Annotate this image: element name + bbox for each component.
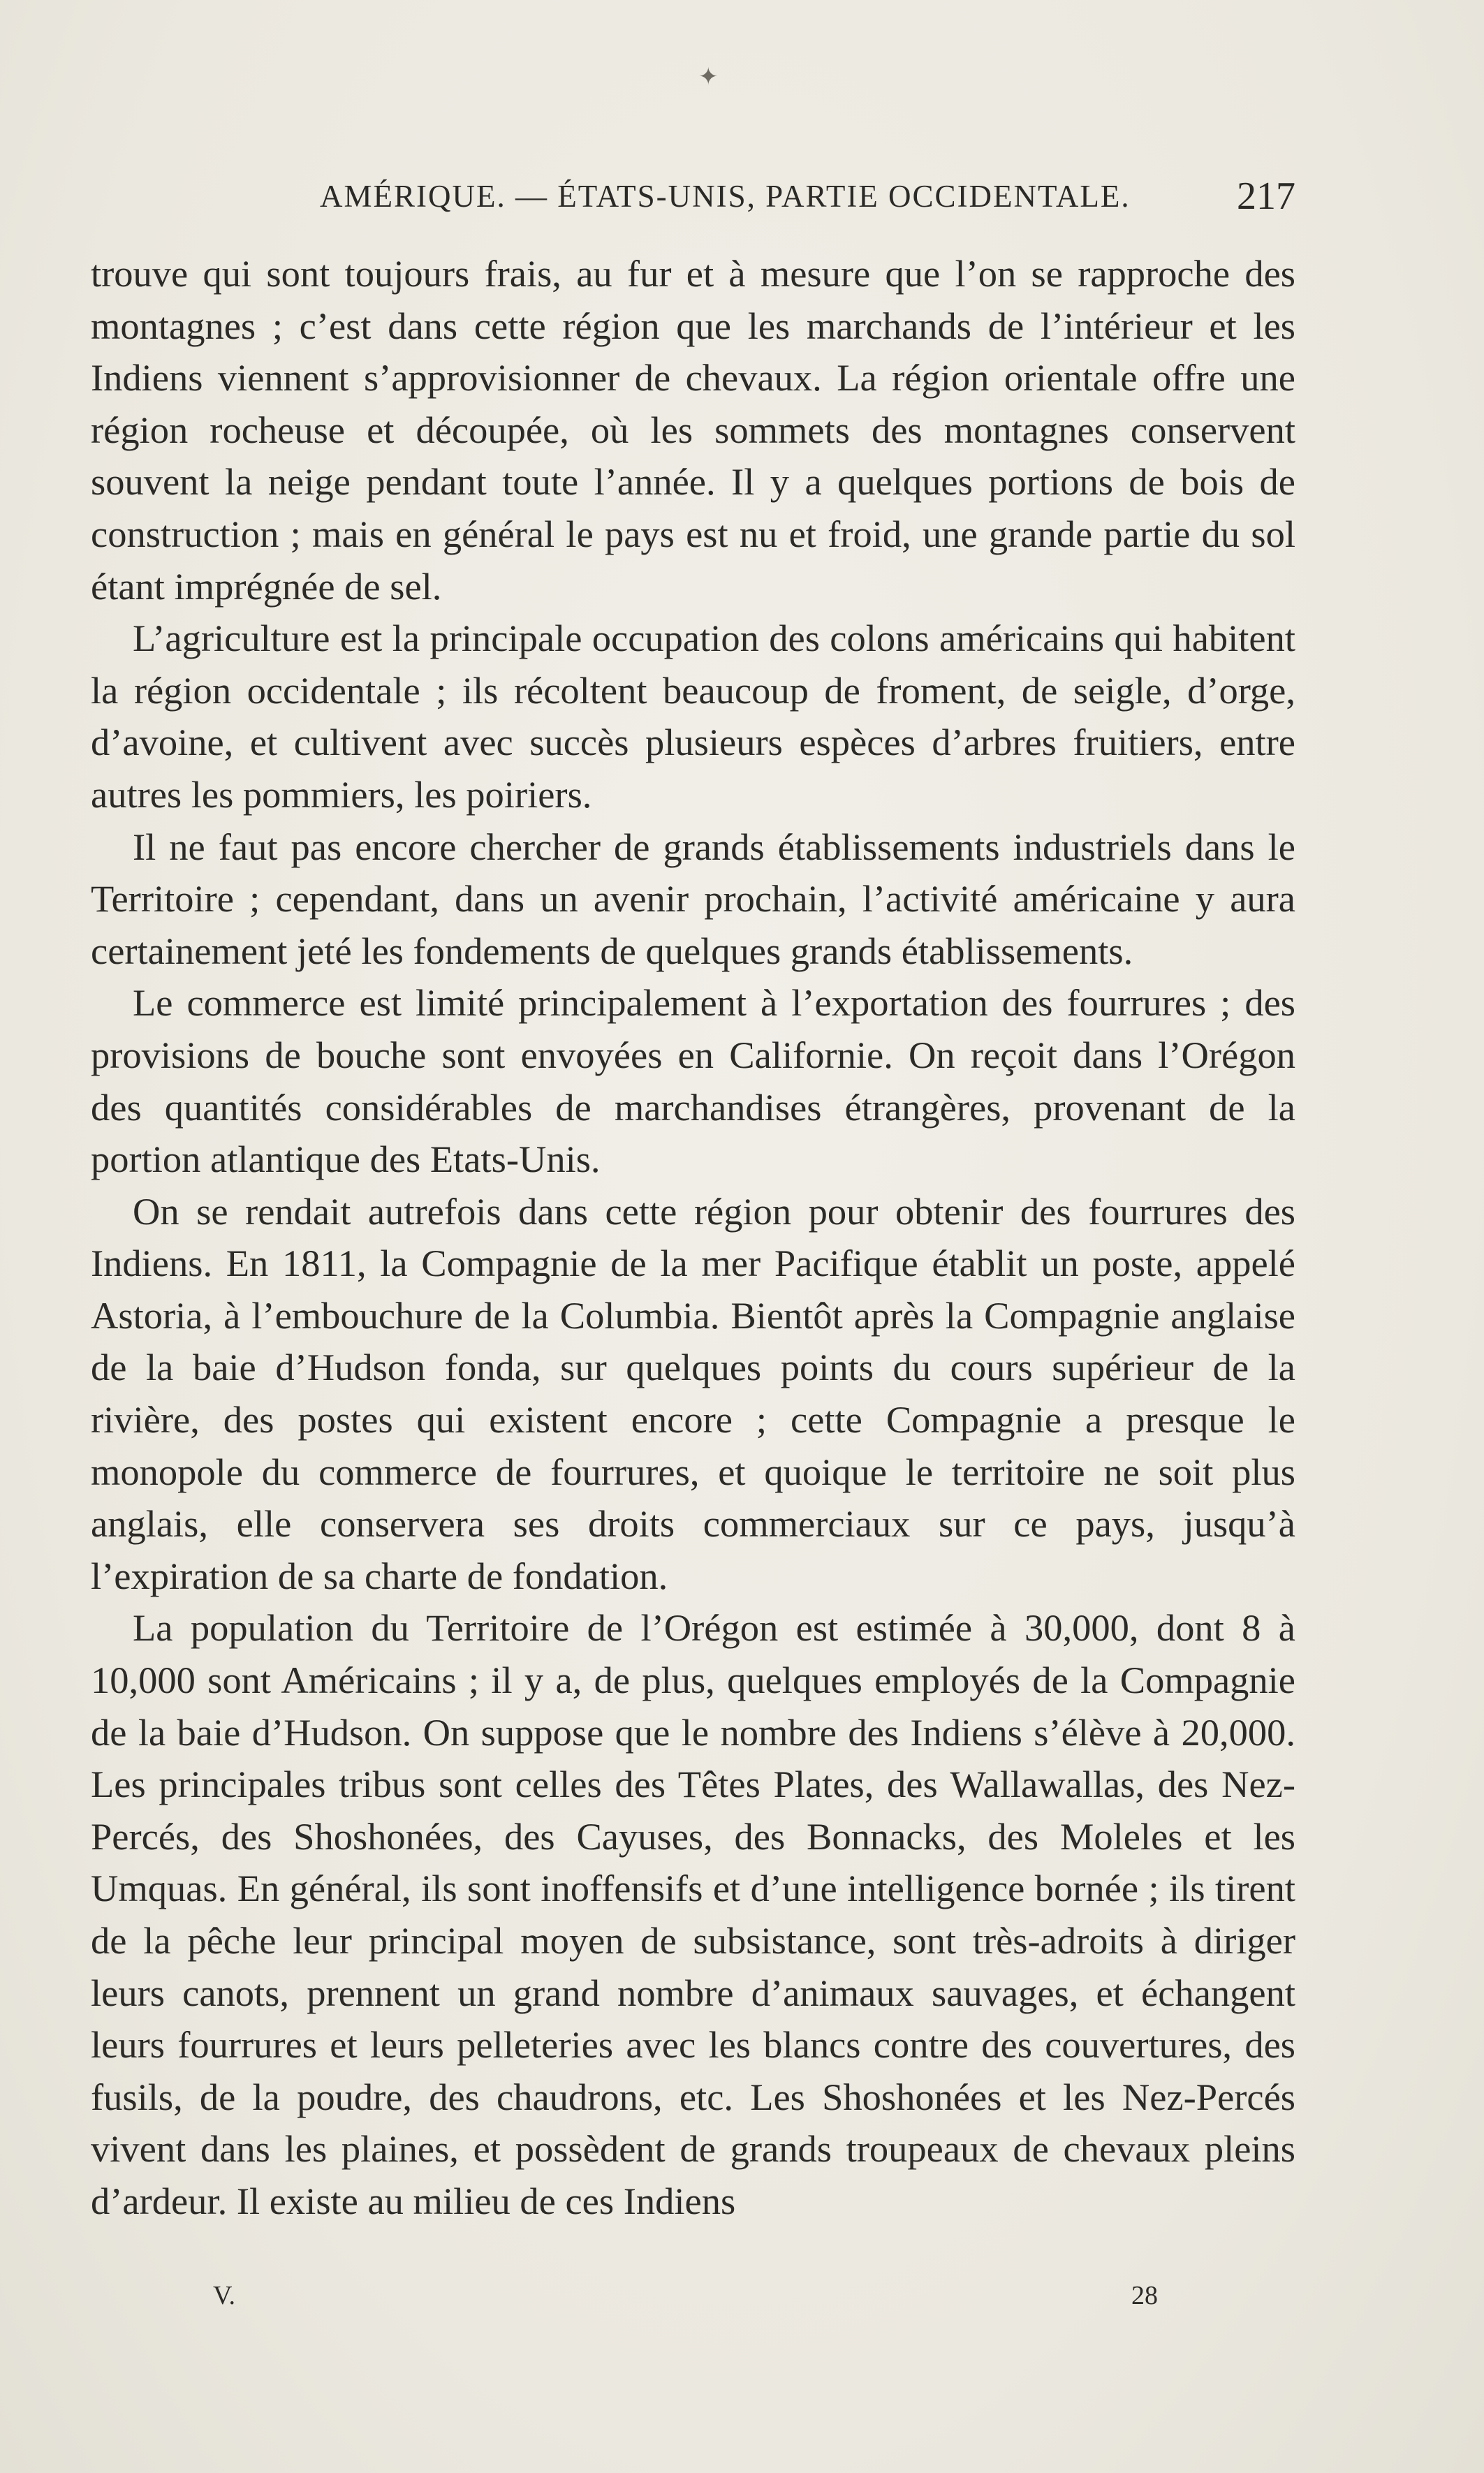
paragraph: Il ne faut pas encore chercher de grands établissements industriels dans le Territoire ; cependant, dans un avenir prochain, l’activité américaine y aura certainement jeté les fondements de quelques grands établissements.	[91, 825, 1295, 972]
paragraph: On se rendait autrefois dans cette région pour obtenir des fourrures des Indiens. En 1811, la Compagnie de la mer Pacifique établit un poste, appelé Astoria, à l’embouchure de la Columbia. Bientôt après la Compagnie anglaise de la baie d’Hudson fonda, sur quelques points du cours supérieur de la rivière, des postes qui existent encore ; cette Compagnie a presque le monopole du commerce de fourrures, et quoique le territoire ne soit plus anglais, elle conservera ses droits commerciaux sur ce pays, jusqu’à l’expiration de sa charte de fondation.	[91, 1189, 1295, 1597]
print-fleck: ✦	[698, 64, 719, 90]
sheet-number: 28	[1131, 2281, 1158, 2310]
body-text	[91, 248, 1295, 2228]
running-title: AMÉRIQUE. — ÉTATS-UNIS, PARTIE OCCIDENTALE.	[320, 179, 1131, 214]
paragraph: La population du Territoire de l’Orégon est estimée à 30,000, dont 8 à 10,000 sont Américains ; il y a, de plus, quelques employés de la Compagnie de la baie d’Hudson. On suppose que le nombre des Indiens s’élève à 20,000. Les principales tribus sont celles des Têtes Plates, des Wallawallas, des Nez-Percés, des Shoshonées, des Cayuses, des Bonnacks, des Moleles et les Umquas. En général, ils sont inoffensifs et d’une intelligence bornée ; ils tirent de la pêche leur principal moyen de subsistance, sont très-adroits à diriger leurs canots, prennent un grand nombre d’animaux sauvages, et échangent leurs fourrures et leurs pelleteries avec les blancs contre des couvertures, des fusils, de la poudre, des chaudrons, etc. Les Shoshonées et les Nez-Percés vivent dans les plaines, et possèdent de grands troupeaux de chevaux pleins d’ardeur. Il existe au milieu de ces Indiens	[91, 1606, 1295, 2222]
page-number: 217	[1237, 175, 1295, 218]
page-header	[91, 175, 1295, 220]
paragraph: trouve qui sont toujours frais, au fur et à mesure que l’on se rapproche des montagnes ; c’est dans cette région que les marchands de l’intérieur et les Indiens viennent s’approvisionner de chevaux. La région orientale offre une région rocheuse et découpée, où les sommets des montagnes conservent souvent la neige pendant toute l’année. Il y a quelques portions de bois de construction ; mais en général le pays est nu et froid, une grande partie du sol étant imprégnée de sel.	[91, 252, 1295, 608]
paragraph: L’agriculture est la principale occupation des colons américains qui habitent la région occidentale ; ils récoltent beaucoup de froment, de seigle, d’orge, d’avoine, et cultivent avec succès plusieurs espèces d’arbres fruitiers, entre autres les pommiers, les poiriers.	[91, 617, 1295, 816]
page-footer	[91, 2280, 1295, 2315]
paragraph: Le commerce est limité principalement à l’exportation des fourrures ; des provisions de bouche sont envoyées en Californie. On reçoit dans l’Orégon des quantités considérables de marchandises étrangères, provenant de la portion atlantique des Etats-Unis.	[91, 981, 1295, 1181]
signature-mark: V.	[213, 2281, 236, 2310]
